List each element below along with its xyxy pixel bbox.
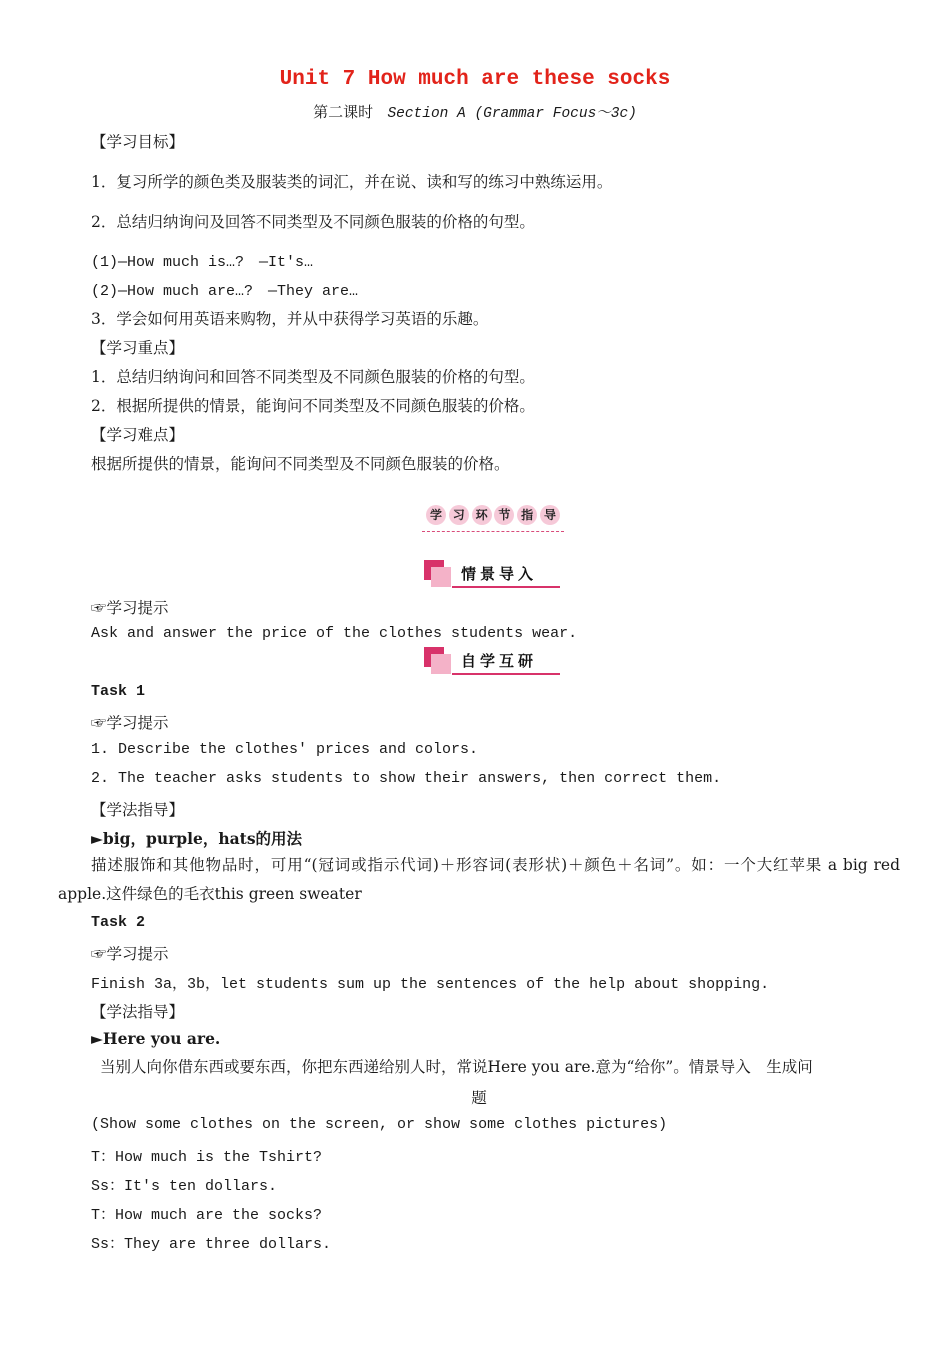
guide-banner-char: 节 — [494, 505, 514, 525]
banner-rule — [452, 586, 560, 588]
objective-item-2: 2．总结归纳询问及回答不同类型及不同颜色服装的价格的句型。 — [91, 213, 535, 231]
page-title: Unit 7 How much are these socks — [279, 68, 671, 91]
tip-label: ☞学习提示 — [91, 945, 169, 963]
objective-sub-1: (1)—How much is…? —It's… — [91, 254, 314, 271]
guide-banner-char: 环 — [472, 505, 492, 525]
section-banner-label: 情景导入 — [461, 565, 538, 583]
task-1-item-1: 1. Describe the clothes' prices and colors. — [91, 741, 479, 758]
dialogue-intro: (Show some clothes on the screen, or show some clothes pictures) — [91, 1116, 668, 1133]
objective-item-1: 1．复习所学的颜色类及服装类的词汇，并在说、读和写的练习中熟练运用。 — [91, 173, 613, 191]
guide-banner-char: 指 — [517, 505, 537, 525]
objective-item-3: 3．学会如何用英语来购物，并从中获得学习英语的乐趣。 — [91, 310, 489, 328]
banner-square-light — [431, 654, 451, 674]
grammar-explanation-end: 题 — [471, 1089, 487, 1107]
task-1-item-2: 2. The teacher asks students to show their answers, then correct them. — [91, 770, 722, 787]
guide-banner-char: 导 — [540, 505, 560, 525]
banner-rule — [452, 673, 560, 675]
objectives-heading: 【学习目标】 — [91, 133, 185, 151]
tip-label: ☞学习提示 — [91, 714, 169, 732]
key-points-heading: 【学习重点】 — [91, 339, 185, 357]
section-banner-introduction — [424, 560, 560, 588]
key-point-item-2: 2．根据所提供的情景，能询问不同类型及不同颜色服装的价格。 — [91, 397, 535, 415]
task-2-tip-text: Finish 3a，3b，let students sum up the sentences of the help about shopping. — [91, 976, 770, 993]
banner-square-light — [431, 567, 451, 587]
method-heading: 【学法指导】 — [91, 1003, 185, 1021]
difficulties-heading: 【学习难点】 — [91, 426, 185, 444]
key-point-item-1: 1．总结归纳询问和回答不同类型及不同颜色服装的价格的句型。 — [91, 368, 535, 386]
tip-text: Ask and answer the price of the clothes students wear. — [91, 625, 578, 642]
tip-label: ☞学习提示 — [91, 599, 169, 617]
task-2-heading: Task 2 — [91, 914, 146, 931]
task-1-heading: Task 1 — [91, 683, 146, 700]
objective-sub-2: (2)—How much are…? —They are… — [91, 283, 359, 300]
section-label: Section A (Grammar Focus～3c) — [387, 106, 637, 122]
method-heading: 【学法指导】 — [91, 801, 185, 819]
grammar-explanation: 当别人向你借东西或要东西，你把东西递给别人时，常说Here you are.意为“给你”。情景导入 生成问 — [100, 1058, 813, 1076]
section-banner-self-study — [424, 647, 560, 675]
dialogue-line: T：How much is the Tshirt? — [91, 1149, 323, 1166]
grammar-explanation: 描述服饰和其他物品时，可用“(冠词或指示代词)＋形容词(表形状)＋颜色＋名词”。如：一个大红苹果 a big red apple.这件绿色的毛衣this green sweater — [58, 856, 900, 903]
learning-guide-banner — [420, 505, 566, 533]
guide-banner-char: 习 — [449, 505, 469, 525]
guide-banner-char: 学 — [426, 505, 446, 525]
guide-banner-underline — [422, 531, 564, 532]
grammar-point: ►Here you are. — [91, 1029, 221, 1048]
lesson-number: 第二课时 — [313, 103, 374, 121]
dialogue-line: T：How much are the socks? — [91, 1207, 323, 1224]
dialogue-line: Ss：They are three dollars. — [91, 1236, 332, 1253]
dialogue-line: Ss：It's ten dollars. — [91, 1178, 278, 1195]
section-banner-label: 自学互研 — [461, 652, 538, 670]
difficulties-text: 根据所提供的情景，能询问不同类型及不同颜色服装的价格。 — [91, 455, 510, 473]
lesson-subtitle — [0, 101, 950, 122]
grammar-point: ►big，purple，hats的用法 — [91, 829, 303, 848]
